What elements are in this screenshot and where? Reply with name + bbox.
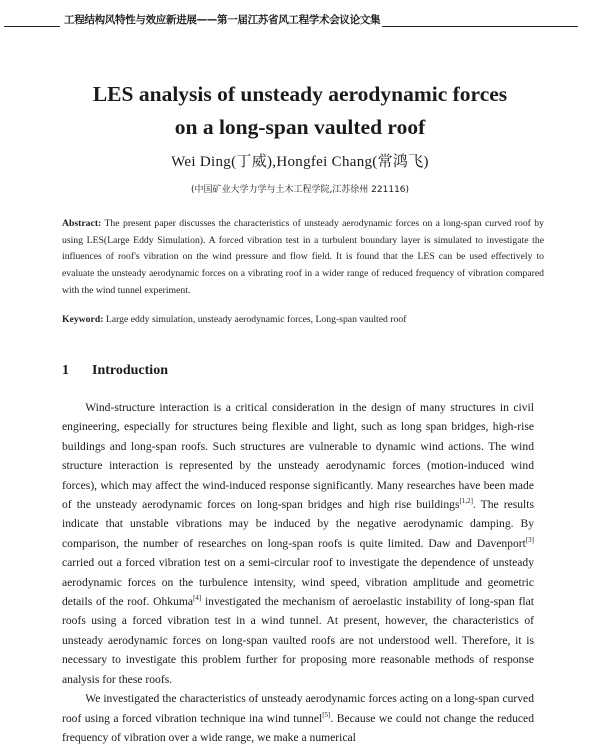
- section-heading: [62, 363, 168, 379]
- header-rule-left: [4, 26, 60, 27]
- section-title: Introduction: [92, 363, 168, 378]
- p1-text-c: carried out a forced vibration test on a semi-circular roof to investigate the dependence of unsteady aerodynamic forces on the turbulence intensity, wind speed, vibration amplitude and geometric details of the roof. Ohkuma: [62, 556, 534, 609]
- abstract-label: Abstract:: [62, 218, 102, 229]
- abstract-text: The present paper discusses the characteristics of unsteady aerodynamic forces on a long-span curved roof by using LES(Large Eddy Simulation). A forced vibration test in a turbulent boundary layer is simulated to investigate the influences of roof's vibration on the wind pressure and flow field. It is found that the LES can be used effectively to evaluate the unsteady aerodynamic forces on a vibrating roof in a wider range of reduced frequency of vibration compared with the wind tunnel experiment.: [62, 218, 544, 296]
- header-rule-right: [382, 26, 578, 27]
- author-list: Wei Ding(丁威),Hongfei Chang(常鸿飞): [171, 154, 429, 170]
- body-text: [62, 398, 534, 747]
- p1-text-b: . The results indicate that unstable vibrations may be induced by the negative aerodynamic damping. By comparison, the number of researches on long-span roofs is quite limited. Daw and Davenport: [62, 498, 535, 550]
- paragraph-1: [62, 398, 534, 689]
- affiliation: (中国矿业大学力学与土木工程学院,江苏徐州 221116): [190, 185, 410, 195]
- paper-title: [30, 78, 570, 144]
- p2-text-a: We investigated the characteristics of unsteady aerodynamic forces acting on a long-span curved roof using a forced vibration technique ina wind tunnel: [62, 692, 534, 725]
- running-title: 工程结构风特性与效应新进展——第一届江苏省风工程学术会议论文集: [64, 14, 381, 26]
- running-header: [0, 0, 600, 40]
- keywords-label: Keyword:: [62, 314, 104, 325]
- citation-5: [5]: [322, 710, 331, 719]
- keywords-text: Large eddy simulation, unsteady aerodynamic forces, Long-span vaulted roof: [103, 314, 407, 325]
- title-line-1: LES analysis of unsteady aerodynamic forces: [92, 82, 508, 106]
- abstract: [62, 216, 544, 300]
- citation-3: [3]: [525, 535, 534, 544]
- p1-text-d: investigated the mechanism of aeroelastic instability of long-span flat roofs using a forced vibration test in a wind tunnel. At present, however, the characteristics of unsteady aerodynamic forces on long-span vaulted roofs are not understood well. Therefore, it is necessary to investigate this problem further for proposing more reasonable methods of response analysis for these roofs.: [62, 595, 535, 686]
- p2-text-b: . Because we could not change the reduced frequency of vibration over a wide range, we make a numerical: [62, 711, 534, 744]
- section-number: 1: [62, 363, 69, 378]
- citation-1-2: [1,2]: [459, 497, 473, 506]
- p1-text-a: Wind-structure interaction is a critical consideration in the design of many structures in civil engineering, especially for structures being flexible and light, such as long span bridges, high-rise buildings and long-span roofs. Such structures are vulnerable to dynamic wind actions. The wind structure interaction is represented by the unsteady aerodynamic forces (motion-induced wind forces), which may affect the wind-induced response significantly. Many researches have been made of the unsteady aerodynamic forces on long-span bridges and high rise buildings: [62, 401, 534, 512]
- keywords: [62, 312, 544, 328]
- title-line-2: on a long-span vaulted roof: [174, 115, 426, 139]
- paragraph-2: [62, 689, 534, 747]
- citation-4: [4]: [193, 594, 202, 603]
